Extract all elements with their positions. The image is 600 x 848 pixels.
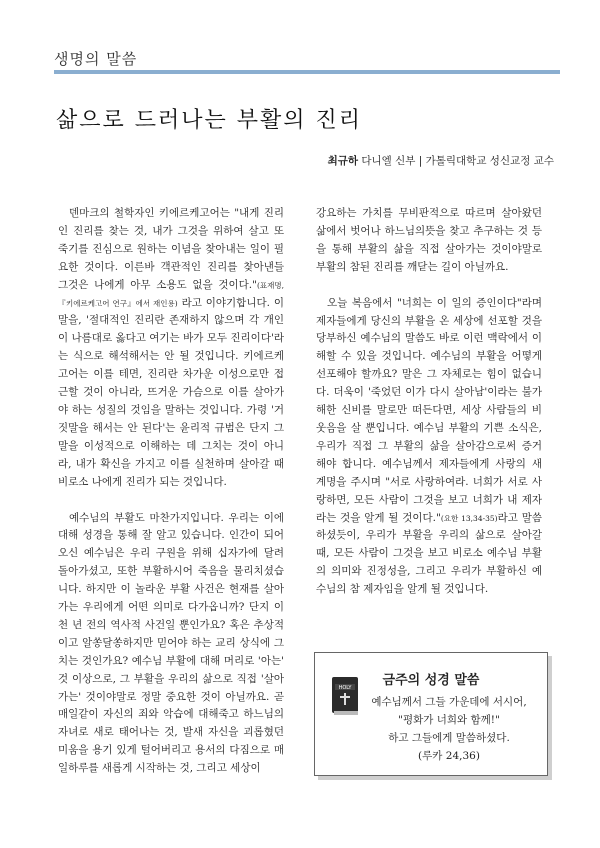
article-title: 삶으로 드러나는 부활의 진리 bbox=[56, 108, 363, 133]
paragraph: 강요하는 가치를 무비판적으로 따르며 살아왔던 삶에서 벗어나 하느님의뜻을 찾고 추구하는 것 등을 통해 부활의 삶을 직접 살아가는 것이야말로 부활의 참된 진리를 깨닫는 길이 아닐까요. bbox=[316, 207, 542, 273]
author-name: 최규하 bbox=[327, 155, 358, 167]
paragraph-gap bbox=[58, 492, 284, 510]
header-rule bbox=[54, 70, 560, 74]
paragraph-text: 오늘 복음에서 "너희는 이 일의 증인이다"라며 제자들에게 당신의 부활을 온 세상에 선포할 것을 당부하신 예수님의 말씀도 바로 이런 맥락에서 이해할 수 있을 것입니다. 예수님의 부활을 어떻게 선포해야 할까요? 말은 그 자체로는 힘이 없습니다. 더욱이 '죽었던 이가 다시 살아남'이라는 불가해한 신비를 말로만 떠든다면, 세상 사람들의 비웃음을 살 뿐입니다. 예수님 부활의 기쁜 소식은, 우리가 직접 그 부활의 삶을 살아감으로써 증거 해야 합니다. 예수님께서 제자들에게 사랑의 새 계명을 주시며 "서로 사랑하여라. 너희가 서로 사랑하면, 모든 사람이 그것을 보고 너희가 내 제자라는 것을 알게 될 것이다." bbox=[316, 296, 542, 524]
verse-line: "평화가 너희와 함께!" bbox=[398, 714, 500, 726]
paragraph bbox=[58, 205, 284, 492]
citation: (표재명, 『키에르케고어 연구』에서 재인용) bbox=[58, 280, 284, 308]
section-label: 생명의 말씀 bbox=[54, 50, 138, 68]
paragraph-text: 라고 말씀하셨듯이, 우리가 부활을 우리의 삶으로 살아갈 때, 모든 사람이 그것을 보고 비로소 예수님 부활의 의미와 진정성을, 그리고 우리가 부활하신 예수님의 참 제자임을 알게 될 것입니다. bbox=[316, 511, 542, 596]
verse-reference: (루카 24,36) bbox=[418, 750, 480, 762]
citation: (요한 13,34-35) bbox=[440, 513, 498, 523]
paragraph-gap bbox=[316, 277, 542, 295]
verse-line: 예수님께서 그들 가운데에 서시어, bbox=[371, 696, 527, 708]
paragraph bbox=[316, 295, 542, 599]
byline bbox=[328, 153, 554, 168]
svg-text:HOLY: HOLY bbox=[338, 685, 352, 691]
verse-line: 하고 그들에게 말씀하셨다. bbox=[388, 732, 510, 744]
verse-heading: 금주의 성경 말씀 bbox=[382, 673, 480, 688]
weekly-verse-box bbox=[314, 652, 548, 776]
paragraph-text: 덴마크의 철학자인 키에르케고어는 "내게 진리인 진리를 찾는 것, 내가 그것을 위하여 살고 또 죽기를 진심으로 원하는 이념을 찾아내는 일이 필요한 것이다. 이른바 객관적인 진리를 찾아낸들 그것은 나에게 아무 소용도 없을 것이다." bbox=[58, 207, 284, 291]
author-detail: 다니엘 신부 | 가톨릭대학교 성신교정 교수 bbox=[358, 155, 554, 167]
verse-text bbox=[359, 693, 539, 765]
left-column bbox=[58, 205, 284, 778]
paragraph-text: 라고 이야기합니다. 이 말을, '절대적인 진리란 존재하지 않으며 각 개인이 나름대로 옳다고 여기는 바가 모두 진리이다'라는 식으로 해석해서는 안 될 것입니다. 키에르케고어는 이를 테면, 진리란 차가운 이성으로만 접근할 것이 아니라, 뜨거운 가슴으로 이를 살아가야 하는 성질의 것임을 말하는 것입니다. 가령 '거짓말을 해서는 안 된다'는 윤리적 규범은 단지 그 말을 이성적으로 이해하는 데 그치는 것이 아니라, 내가 확신을 가지고 이를 실천하며 살아갈 때 비로소 나에게 진리가 되는 것입니다. bbox=[58, 296, 284, 488]
right-column bbox=[316, 205, 542, 599]
paragraph: 예수님의 부활도 마찬가지입니다. 우리는 이에 대해 성경을 통해 잘 알고 있습니다. 인간이 되어 오신 예수님은 우리 구원을 위해 십자가에 달려 돌아가셨고, 또한 부활하시어 죽음을 물리치셨습니다. 하지만 이 놀라운 부활 사건은 현재를 살아가는 우리에게 어떤 의미로 다가옵니까? 단지 이천 년 전의 역사적 사건일 뿐인가요? 혹은 추상적이고 알쏭달쏭하지만 믿어야 하는 교리 상식에 그치는 것인가요? 예수님 부활에 대해 머리로 '아는' 것 이상으로, 그 부활을 우리의 삶으로 직접 '살아가는' 것이야말로 정말 중요한 것이 아닐까요. 곧 매일같이 자신의 죄와 악습에 대해죽고 하느님의 자녀로 새로 태어나는 것, 발새 자신을 괴롭혔던 미움을 용기 있게 털어버리고 용서의 다짐으로 매일하루를 새롭게 시작하는 것, 그리고 세상이 bbox=[58, 511, 284, 775]
